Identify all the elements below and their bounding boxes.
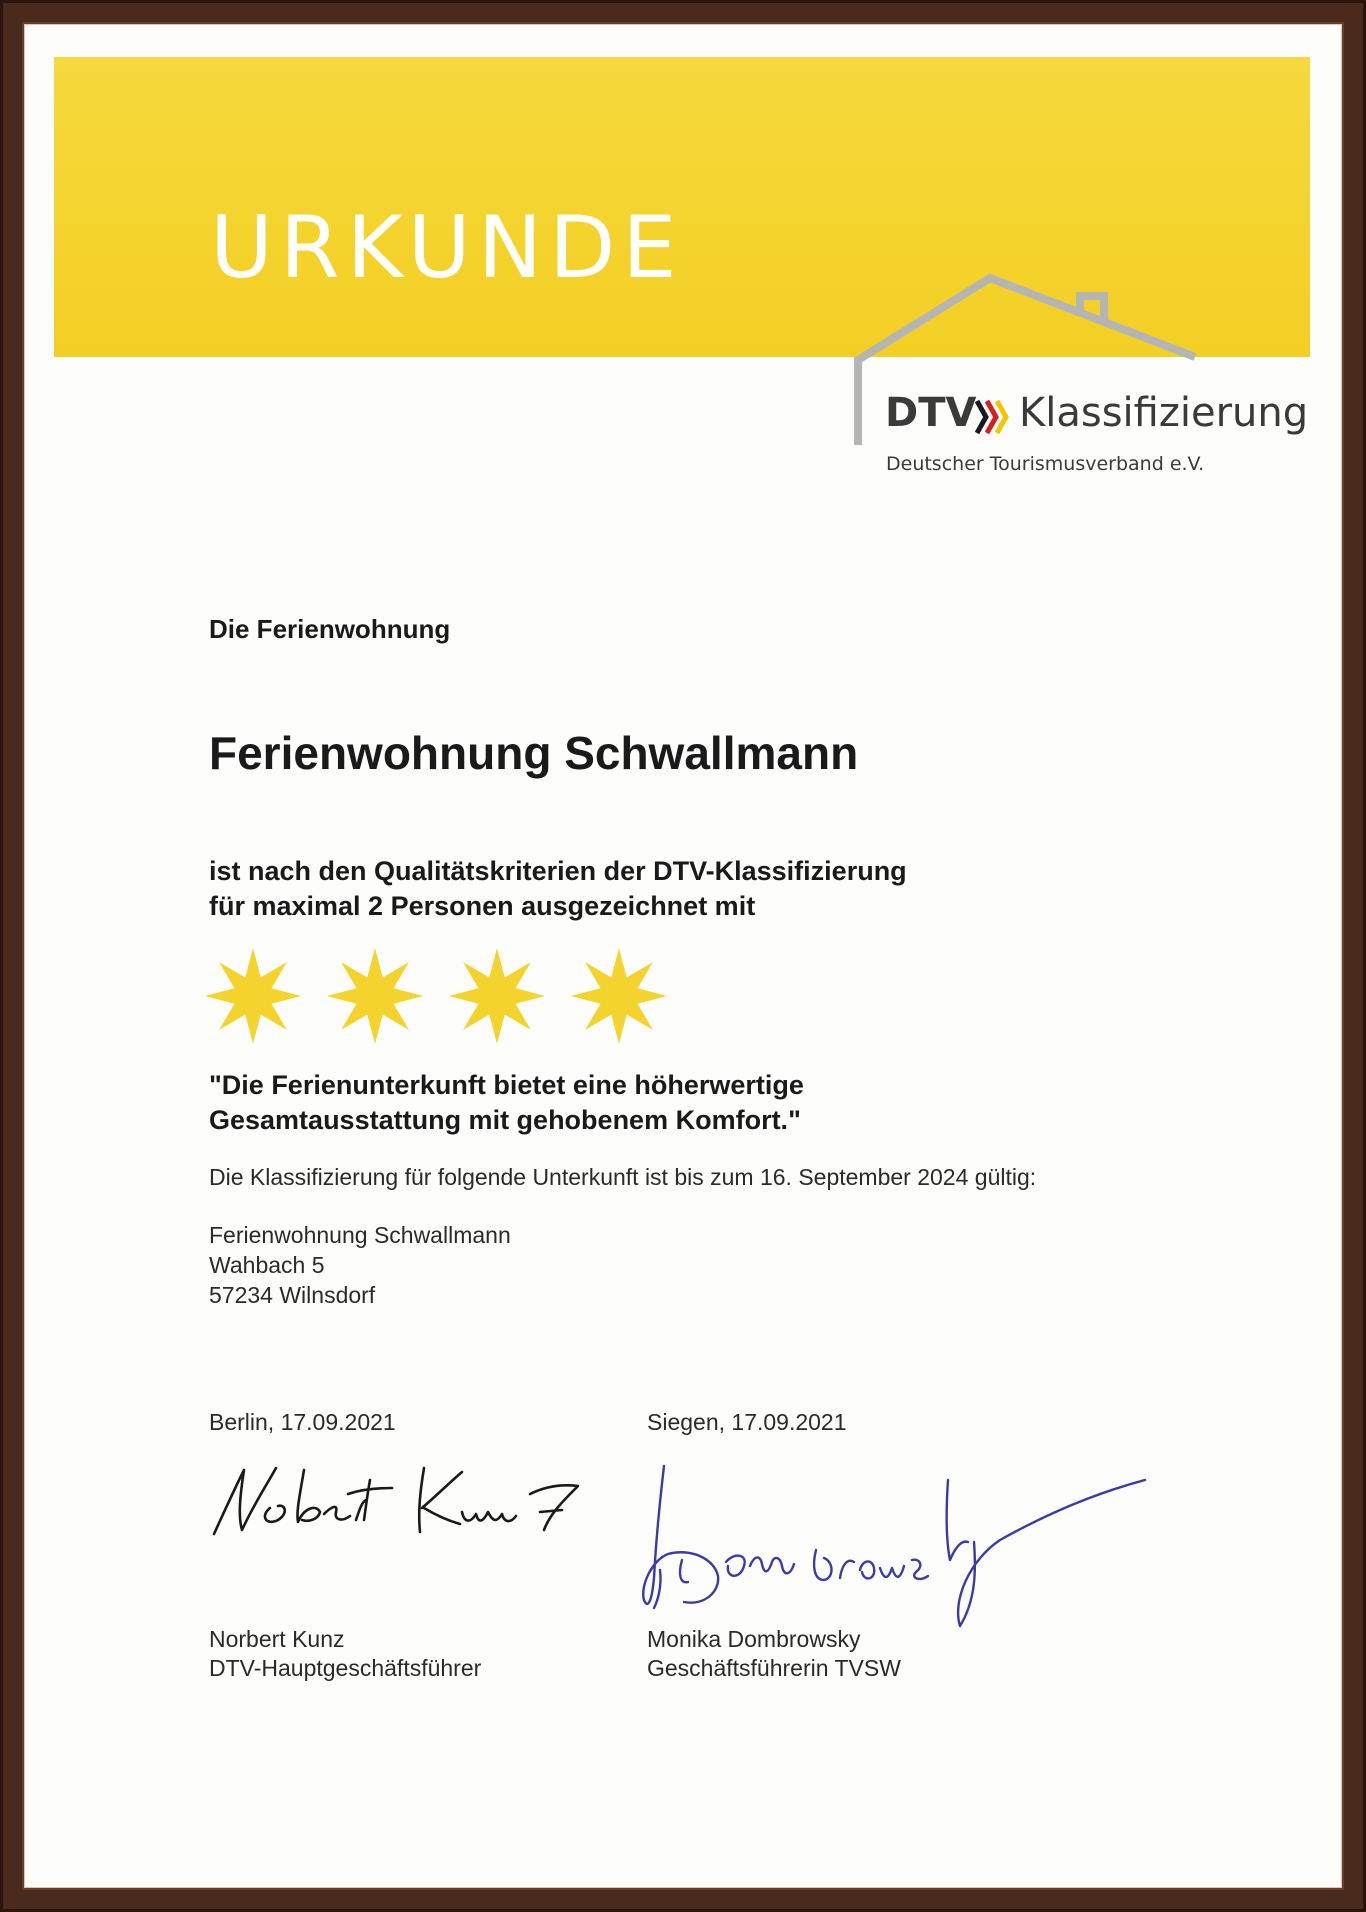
- property-name: Ferienwohnung Schwallmann: [209, 727, 859, 779]
- quote-line-1: "Die Ferienunterkunft bietet eine höherwertige: [209, 1070, 804, 1100]
- right-signatory-role: Geschäftsführerin TVSW: [647, 1655, 901, 1681]
- intro-text: Die Ferienwohnung: [209, 614, 451, 644]
- criteria-line-2: für maximal 2 Personen ausgezeichnet mit: [209, 891, 756, 921]
- address-block: [209, 1220, 511, 1310]
- quote-line-2: Gesamtausstattung mit gehobenem Komfort.": [209, 1105, 801, 1135]
- right-signatory: [647, 1625, 901, 1683]
- left-signatory: [209, 1625, 481, 1683]
- validity-text: Die Klassifizierung für folgende Unterkunft ist bis zum 16. September 2024 gültig:: [209, 1164, 1037, 1190]
- address-city: 57234 Wilnsdorf: [209, 1282, 376, 1308]
- logo-word: Klassifizierung: [1019, 390, 1309, 436]
- address-name: Ferienwohnung Schwallmann: [209, 1222, 511, 1248]
- rating-star-icon: [205, 948, 301, 1044]
- address-street: Wahbach 5: [209, 1252, 325, 1278]
- right-signatory-name: Monika Dombrowsky: [647, 1626, 861, 1652]
- quote-text: [209, 1068, 804, 1138]
- criteria-line-1: ist nach den Qualitätskriterien der DTV-Klassifizierung: [209, 856, 907, 886]
- left-place-date: Berlin, 17.09.2021: [209, 1409, 396, 1435]
- star-rating: [205, 946, 675, 1046]
- rating-star-icon: [449, 948, 545, 1044]
- logo-subtitle: Deutscher Tourismusverband e.V.: [886, 453, 1205, 475]
- criteria-text: [209, 854, 907, 924]
- left-signatory-role: DTV-Hauptgeschäftsführer: [209, 1655, 482, 1681]
- left-signatory-name: Norbert Kunz: [209, 1626, 345, 1652]
- right-place-date: Siegen, 17.09.2021: [647, 1409, 847, 1435]
- chevron-logo-icon: [975, 395, 1011, 439]
- rating-star-icon: [571, 948, 667, 1044]
- certificate-title: URKUNDE: [210, 198, 684, 298]
- logo-brand: DTV: [885, 390, 977, 436]
- rating-star-icon: [327, 948, 423, 1044]
